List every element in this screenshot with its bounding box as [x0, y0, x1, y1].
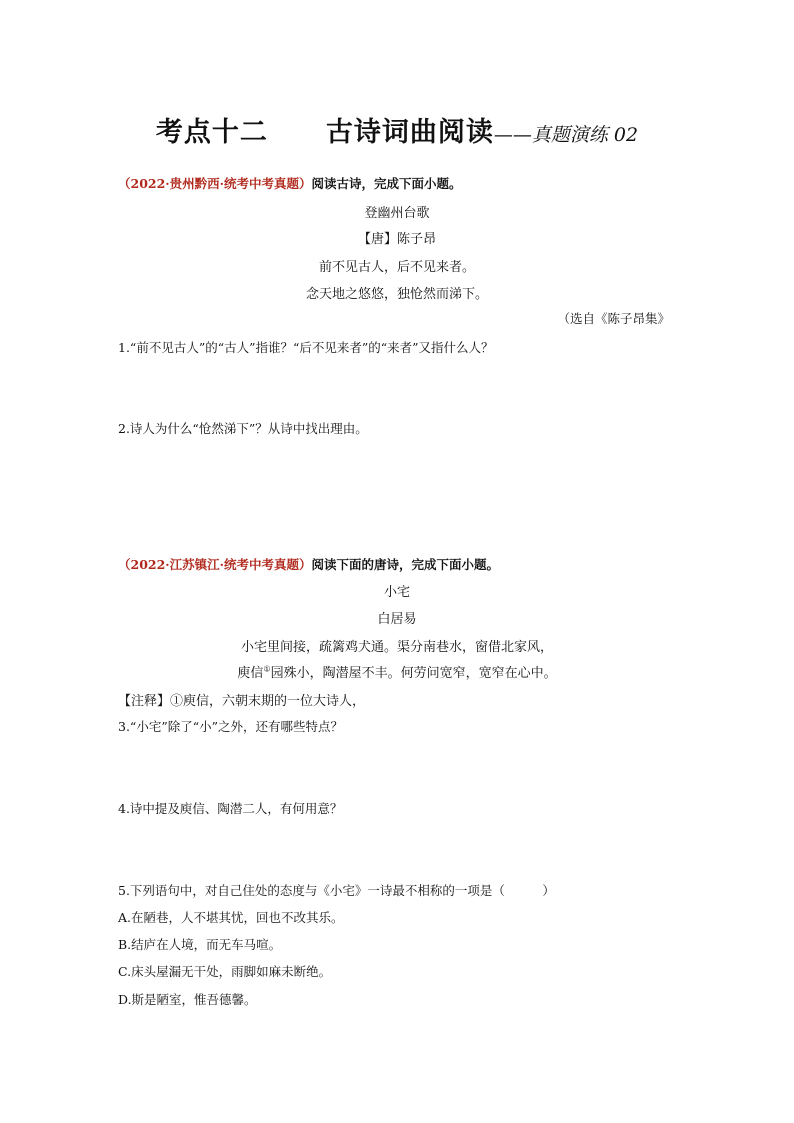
footnote-marker: ①: [263, 664, 271, 674]
section2-instruction: 阅读下面的唐诗，完成下面小题。: [311, 557, 500, 572]
question-1: 1.“前不见古人”的“古人”指谁？“后不见来者”的“来者”又指什么人？: [118, 340, 494, 355]
option-c: C.床头屋漏无干处，雨脚如麻未断绝。: [118, 964, 332, 979]
poem1-line-1: 前不见古人，后不见来者。: [318, 260, 475, 275]
option-d: D.斯是陋室，惟吾德馨。: [118, 992, 257, 1007]
poem2-line-2-rest: 园殊小，陶潜屋不丰。何劳问宽窄，宽窄在心中。: [270, 666, 557, 681]
option-a: A.在陋巷，人不堪其忧，回也不改其乐。: [118, 910, 344, 925]
poem1-title: 登幽州台歌: [364, 206, 430, 221]
question-2: 2.诗人为什么“怆然涕下”？从诗中找出理由。: [118, 421, 368, 436]
title-topic: 考点十二: [155, 117, 268, 148]
section1-header: [118, 174, 462, 192]
poem2-note: 【注释】①庾信，六朝末期的一位大诗人，: [118, 694, 366, 709]
poem2-author: 白居易: [377, 612, 417, 627]
poem1-line-2: 念天地之悠悠，独怆然而涕下。: [305, 287, 488, 302]
poem2-line-2: [0, 662, 794, 681]
poem2-line-1: 小宅里间接，疏篱鸡犬通。渠分南巷水，窗借北家风，: [240, 640, 553, 655]
title-subject: 古诗词曲阅读: [325, 117, 494, 148]
section1-instruction: 阅读古诗，完成下面小题。: [311, 176, 462, 191]
option-b: B.结庐在人境，而无车马喧。: [118, 937, 282, 952]
page-title: [0, 110, 794, 149]
poem2-title: 小宅: [383, 585, 410, 600]
question-5: 5.下列语句中，对自己住处的态度与《小宅》一诗最不相称的一项是（ ）: [118, 883, 555, 898]
poem2-line-2-start: 庾信: [237, 666, 264, 681]
section2-source: （2022·江苏镇江·统考中考真题）: [118, 557, 312, 572]
poem1-author: 【唐】陈子昂: [357, 232, 436, 247]
section1-source: （2022·贵州黔西·统考中考真题）: [118, 176, 312, 191]
title-subtitle: ——真题演练 02: [493, 124, 639, 146]
question-4: 4.诗中提及庾信、陶潜二人，有何用意？: [118, 801, 343, 816]
section2-header: [118, 555, 499, 573]
poem1-citation: （选自《陈子昂集》: [557, 311, 670, 326]
question-3: 3.“小宅”除了“小”之外，还有哪些特点？: [118, 719, 343, 734]
